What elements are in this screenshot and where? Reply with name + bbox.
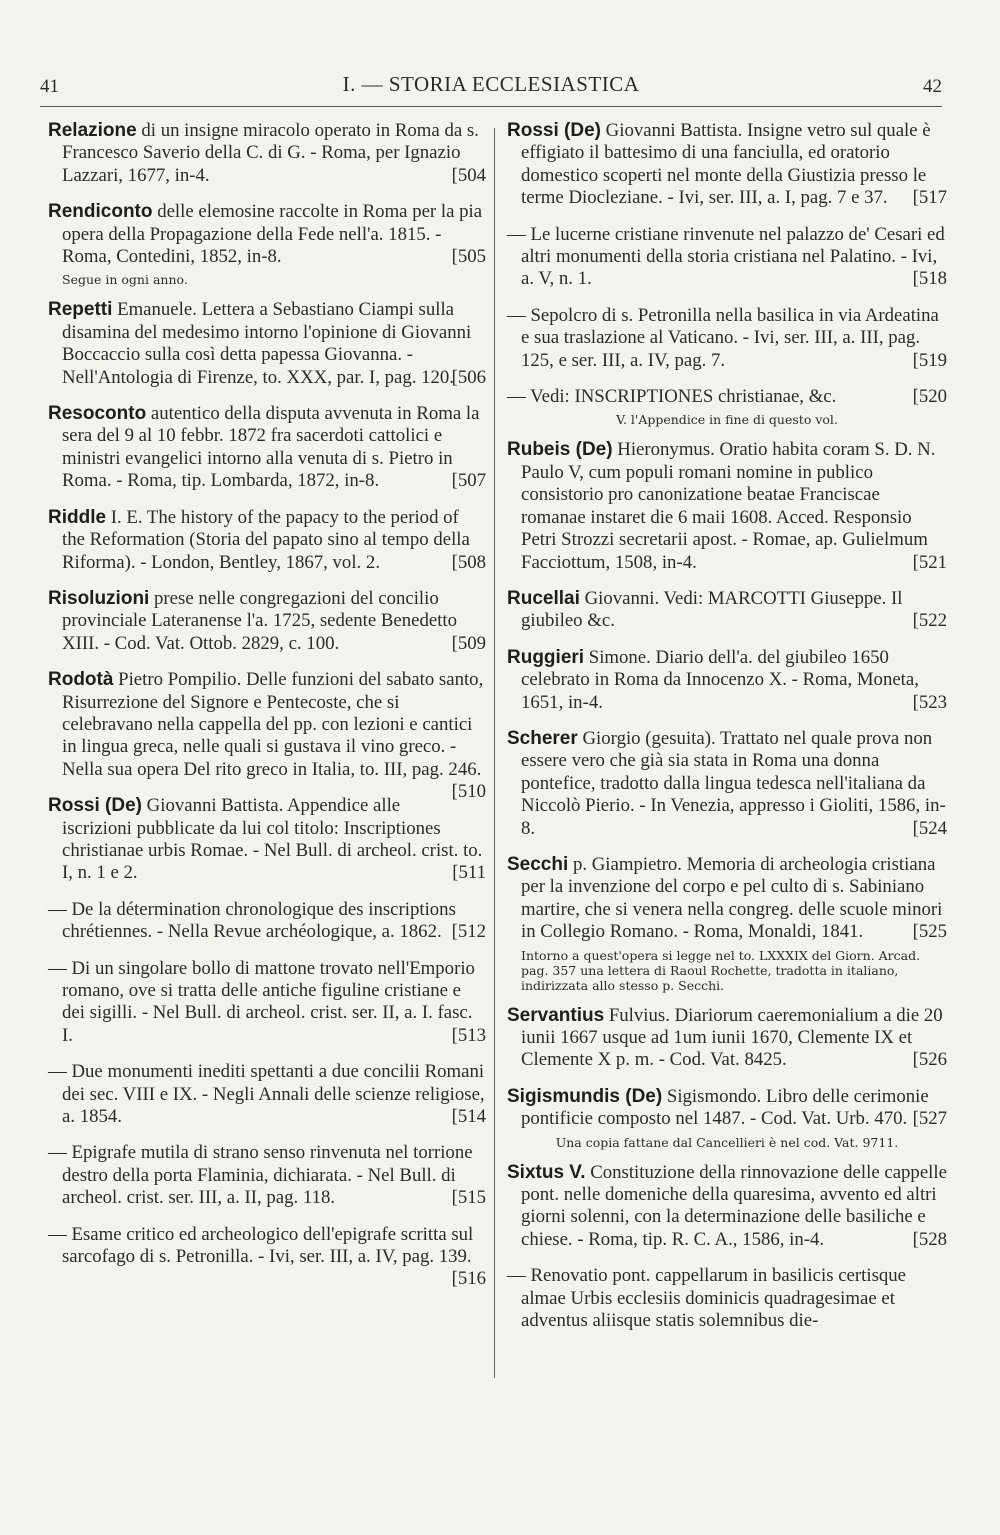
entry-heading: Sigismundis (De) <box>507 1085 663 1107</box>
bibliography-entry <box>507 224 947 291</box>
entry-text: Pietro Pompilio. Delle funzioni del sabato santo, Risurrezione del Signore e Pentecoste, che si celebravano nella cappella del pp. con lezioni e cantici in lingua greca, nelle quali si gustava il vino greco. - Nella sua opera Del rito greco in Italia, to. III, pag. 246. <box>62 669 484 780</box>
entry-number: [515 <box>451 1187 486 1209</box>
entry-note: Intorno a quest'opera si legge nel to. LXXXIX del Giorn. Arcad. pag. 357 una lettera di Raoul Rochette, tradotta in italiano, indirizzata allo stesso p. Secchi. <box>521 947 921 993</box>
entry-heading: Ruggieri <box>507 646 585 668</box>
entry-number: [508 <box>451 551 486 573</box>
entry-heading: Riddle <box>48 506 107 528</box>
entry-text: — Le lucerne cristiane rinvenute nel palazzo de' Cesari ed altri monumenti della storia cristiana nel Palatino. - Ivi, a. V, n. 1. <box>507 223 945 290</box>
bibliography-entry <box>507 728 947 840</box>
entry-number: [510 <box>451 781 486 803</box>
entry-text: Giovanni. Vedi: MARCOTTI Giuseppe. Il giubileo &c. <box>521 587 903 632</box>
entry-heading: Secchi <box>507 853 569 875</box>
bibliography-entry <box>48 1223 486 1290</box>
bibliography-entry <box>48 1142 486 1209</box>
bibliography-entry <box>507 305 947 372</box>
entry-text: — Epigrafe mutila di strano senso rinvenuta nel torrione destro della porta Flaminia, dichiarata. - Nel Bull. di archeol. crist. ser. III, a. II, pag. 118. <box>48 1142 473 1209</box>
entry-text: — Renovatio pont. cappellarum in basilicis certisque almae Urbis ecclesiis dominicis quadragesimae et adventus aliisque statis solemnibus die- <box>507 1265 907 1332</box>
bibliography-entry <box>48 588 486 655</box>
entry-text: Emanuele. Lettera a Sebastiano Ciampi sulla disamina del medesimo intorno l'opinione di Giovanni Boccaccio sulla così detta papessa Giovanna. - Nell'Antologia di Firenze, to. XXX, par. I, pag. 120. <box>62 299 472 388</box>
entry-text: Giorgio (gesuita). Trattato nel quale prova non essere vero che già sia stata in Roma una donna pontefice, tradotto dalla lingua tedesca nell'italiana da Niccolò Pierio. - In Venezia, appresso i Gioliti, 1586, in-8. <box>521 727 946 839</box>
entry-heading: Servantius <box>507 1004 605 1026</box>
entry-text: Giovanni Battista. Insigne vetro sul quale è effigiato il battesimo di una fanciulla, ed oratorio domestico scoperti nel monte della Giustizia presso le terme Diocleziane. - Ivi, ser. III, a. I, pag. 7 e 37. <box>521 120 931 209</box>
entry-number: [506 <box>451 366 486 388</box>
entry-heading: Rossi (De) <box>48 795 142 817</box>
entry-text: di un insigne miracolo operato in Roma da s. Francesco Saverio della C. di G. - Roma, per Ignazio Lazzari, 1677, in-4. <box>62 120 479 186</box>
bibliography-entry <box>507 386 947 408</box>
right-column <box>507 120 947 1346</box>
entry-number: [526 <box>912 1049 947 1071</box>
entry-number: [519 <box>912 349 947 371</box>
entry-text: I. E. The history of the papacy to the period of the Reformation (Storia del papato sino al tempo della Riforma). - London, Bentley, 1867, vol. 2. <box>62 506 470 573</box>
entry-text: delle elemosine raccolte in Roma per la pia opera della Propagazione della Fede nell'a. 1815. - Roma, Contedini, 1852, in-8. <box>62 201 483 268</box>
entry-heading: Risoluzioni <box>48 587 150 609</box>
bibliography-entry <box>48 958 486 1048</box>
entry-number: [522 <box>912 610 947 632</box>
entry-text: p. Giampietro. Memoria di archeologia cristiana per la invenzione del corpo e pel culto di s. Sabiniano martire, che si venera nella congreg. delle scuole minori in Collegio Romano. - Roma, Monaldi, 1841. <box>521 853 943 943</box>
bibliography-entry <box>48 507 486 574</box>
entry-number: [521 <box>912 551 947 573</box>
entry-number: [505 <box>451 246 486 268</box>
entry-number: [517 <box>912 187 947 209</box>
entry-text: autentico della disputa avvenuta in Roma la sera del 9 al 10 febbr. 1872 fra sacerdoti cattolici e ministri evangelici intorno alla venuta di s. Pietro in Roma. - Roma, tip. Lombarda, 1872, in-8. <box>62 403 480 492</box>
entry-number: [507 <box>451 470 486 492</box>
entry-heading: Resoconto <box>48 403 147 425</box>
left-column <box>48 120 486 1291</box>
entry-note: V. l'Appendice in fine di questo vol. <box>616 412 838 428</box>
bibliography-entry <box>48 669 486 803</box>
bibliography-entry <box>507 1005 947 1072</box>
bibliography-entry <box>507 647 947 714</box>
bibliography-entry <box>507 120 947 210</box>
entry-number: [528 <box>912 1228 947 1250</box>
entry-number: [525 <box>912 921 947 943</box>
entry-heading: Rubeis (De) <box>507 439 613 461</box>
bibliography-entry <box>48 201 486 268</box>
entry-heading: Rodotà <box>48 669 114 691</box>
entry-heading: Rendiconto <box>48 201 153 223</box>
page-header <box>40 70 942 107</box>
bibliography-entry <box>507 588 947 633</box>
entry-text: Giovanni Battista. Appendice alle iscrizioni pubblicate da lui col titolo: Inscriptiones christianae urbis Romae. - Nel Bull. di archeol. crist. to. I, n. 1 e 2. <box>62 795 483 884</box>
entry-heading: Sixtus V. <box>507 1161 586 1183</box>
entry-number: [518 <box>912 268 947 290</box>
bibliography-entry <box>507 1162 947 1252</box>
entry-text: Hieronymus. Oratio habita coram S. D. N. Paulo V, cum populi romani nomine in publico consistorio pro canonizatione beatae Franciscae romanae instaret die 6 maii 1608. Acced. Responsio Petri Strozzi secretarii apost. - Romae, ap. Gulielmum Facciottum, 1508, in-4. <box>521 439 936 573</box>
bibliography-entry <box>507 439 947 573</box>
running-title: I. — STORIA ECCLESIASTICA <box>342 72 640 96</box>
entry-text: Constituzione della rinnovazione delle cappelle pont. nelle domeniche della quaresima, avvento ed altri giorni solenni, con la determinazione delle basiliche e chiese. - Roma, tip. R. C. A., 1586, in-4. <box>521 1161 947 1250</box>
entry-text: Sigismondo. Libro delle cerimonie pontificie composto nel 1487. - Cod. Vat. Urb. 470. <box>521 1085 929 1130</box>
bibliography-entry <box>507 1265 947 1332</box>
entry-text: — Due monumenti inediti spettanti a due concilii Romani dei sec. VIII e IX. - Negli Annali delle scienze religiose, a. 1854. <box>48 1061 485 1128</box>
entry-heading: Repetti <box>48 299 113 321</box>
entry-text: — De la détermination chronologique des inscriptions chrétiennes. - Nella Revue archéologique, a. 1862. <box>48 898 456 943</box>
entry-number: [513 <box>451 1024 486 1046</box>
page-number-right: 42 <box>923 76 942 97</box>
entry-number: [514 <box>451 1106 486 1128</box>
bibliography-entry <box>48 403 486 493</box>
entry-text: prese nelle congregazioni del concilio provinciale Lateranense l'a. 1725, sedente Benedetto XIII. - Cod. Vat. Ottob. 2829, c. 100. <box>62 587 458 654</box>
entry-text: — Esame critico ed archeologico dell'epigrafe scritta sul sarcofago di s. Petronilla. - Ivi, ser. III, a. IV, pag. 139. <box>48 1223 474 1268</box>
bibliography-entry <box>48 1061 486 1128</box>
bibliography-entry <box>507 1086 947 1131</box>
entry-heading: Rossi (De) <box>507 120 601 141</box>
bibliography-entry <box>48 795 486 885</box>
entry-number: [524 <box>912 817 947 839</box>
bibliography-entry <box>507 854 947 944</box>
entry-number: [516 <box>451 1268 486 1290</box>
entry-text: — Vedi: INSCRIPTIONES christianae, &c. <box>507 386 837 408</box>
entry-note: Segue in ogni anno. <box>62 272 188 288</box>
entry-number: [523 <box>912 691 947 713</box>
page-number-left: 41 <box>40 76 59 97</box>
entry-number: [511 <box>452 862 486 884</box>
entry-text: Simone. Diario dell'a. del giubileo 1650 celebrato in Roma da Innocenzo X. - Roma, Moneta, 1651, in-4. <box>521 646 919 713</box>
entry-note: Una copia fattane dal Cancellieri è nel cod. Vat. 9711. <box>555 1134 899 1150</box>
entry-heading: Relazione <box>48 120 137 141</box>
column-divider <box>494 128 495 1378</box>
entry-number: [509 <box>451 632 486 654</box>
entry-heading: Rucellai <box>507 587 580 609</box>
entry-number: [504 <box>451 164 486 186</box>
entry-heading: Scherer <box>507 727 578 749</box>
entry-number: [512 <box>451 921 486 943</box>
bibliography-entry <box>48 899 486 944</box>
bibliography-entry <box>48 299 486 389</box>
entry-text: — Sepolcro di s. Petronilla nella basilica in via Ardeatina e sua traslazione al Vaticano. - Ivi, ser. III, a. III, pag. 125, e ser. III, a. IV, pag. 7. <box>507 304 939 371</box>
entry-text: Fulvius. Diariorum caeremonialium a die 20 iunii 1667 usque ad 1um iunii 1670, Clemente IX et Clemente X p. m. - Cod. Vat. 8425. <box>521 1004 943 1071</box>
entry-number: [520 <box>912 386 947 408</box>
bibliography-entry <box>48 120 486 187</box>
entry-text: — Di un singolare bollo di mattone trovato nell'Emporio romano, ove si tratta delle antiche figuline cristiane e dei sigilli. - Nel Bull. di archeol. crist. ser. II, a. I. fasc. I. <box>48 957 475 1046</box>
entry-number: [527 <box>912 1108 947 1130</box>
